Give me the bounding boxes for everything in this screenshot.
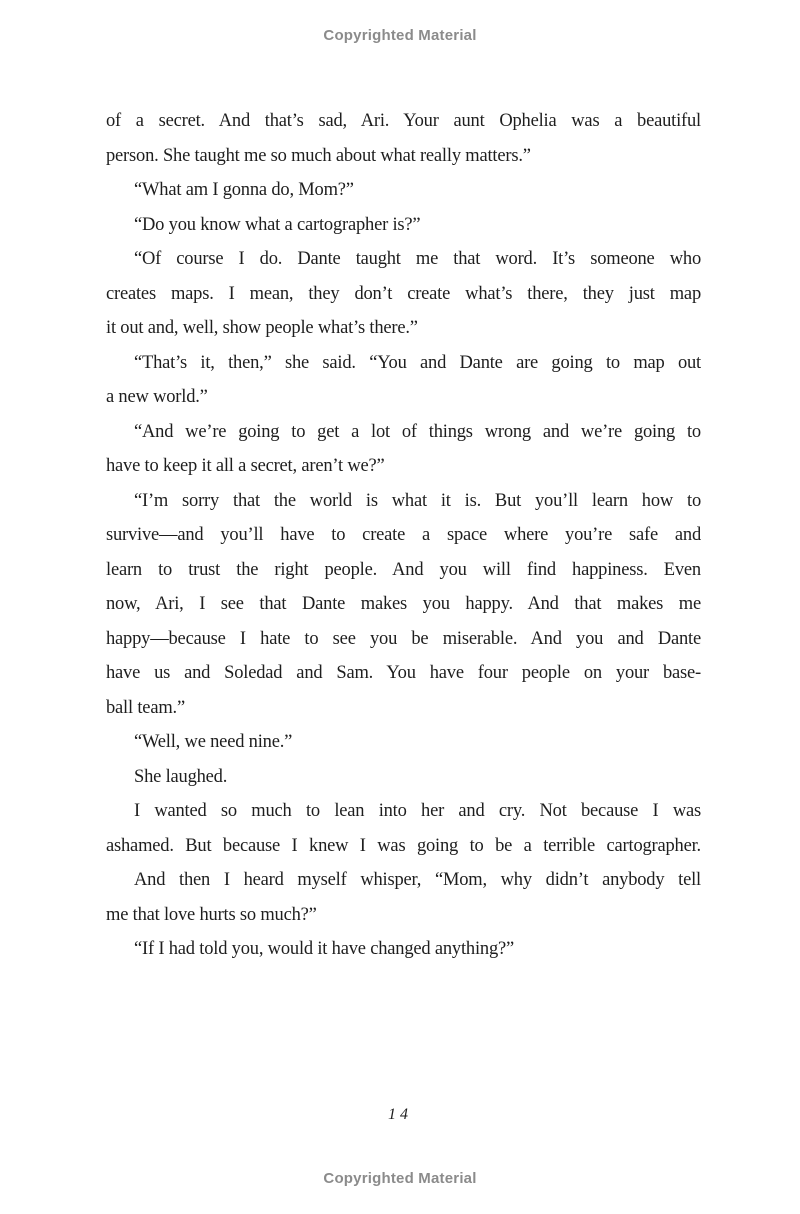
text-line: learn to trust the right people. And you will find happiness. Even <box>106 559 701 580</box>
text-line: “That’s it, then,” she said. “You and Dante are going to map out <box>134 352 701 373</box>
text-line: ashamed. But because I knew I was going to be a terrible cartographer. <box>106 835 701 856</box>
copyright-notice-top: Copyrighted Material <box>323 27 477 44</box>
text-line: survive—and you’ll have to create a space where you’re safe and <box>106 525 701 545</box>
text-line: creates maps. I mean, they don’t create what’s there, they just map <box>106 283 701 304</box>
text-line: I wanted so much to lean into her and cry. Not because I was <box>134 801 701 821</box>
text-line: a new world.” <box>106 387 208 407</box>
text-line: it out and, well, show people what’s there.” <box>106 318 418 338</box>
page-text <box>106 104 701 967</box>
text-line: have us and Soledad and Sam. You have four people on your base- <box>106 663 701 683</box>
text-line: “Of course I do. Dante taught me that word. It’s someone who <box>134 249 701 269</box>
text-line: “I’m sorry that the world is what it is. But you’ll learn how to <box>134 490 701 511</box>
text-line: She laughed. <box>134 766 228 787</box>
text-line: “Do you know what a cartographer is?” <box>134 214 421 235</box>
text-line: “What am I gonna do, Mom?” <box>134 180 354 200</box>
text-line: And then I heard myself whisper, “Mom, why didn’t anybody tell <box>134 870 701 890</box>
page-number: 14 <box>388 1106 412 1123</box>
text-line: have to keep it all a secret, aren’t we?” <box>106 456 385 476</box>
text-line: “Well, we need nine.” <box>134 732 293 752</box>
text-line: of a secret. And that’s sad, Ari. Your aunt Ophelia was a beautiful <box>106 111 701 131</box>
text-line: ball team.” <box>106 697 185 718</box>
text-line: “And we’re going to get a lot of things wrong and we’re going to <box>134 421 701 442</box>
text-line: “If I had told you, would it have changed anything?” <box>134 939 515 959</box>
copyright-notice-bottom: Copyrighted Material <box>323 1170 477 1187</box>
text-line: person. She taught me so much about what really matters.” <box>106 145 531 166</box>
text-line: me that love hurts so much?” <box>106 904 317 925</box>
text-line: happy—because I hate to see you be miserable. And you and Dante <box>106 628 701 649</box>
text-line: now, Ari, I see that Dante makes you happy. And that makes me <box>106 594 701 614</box>
